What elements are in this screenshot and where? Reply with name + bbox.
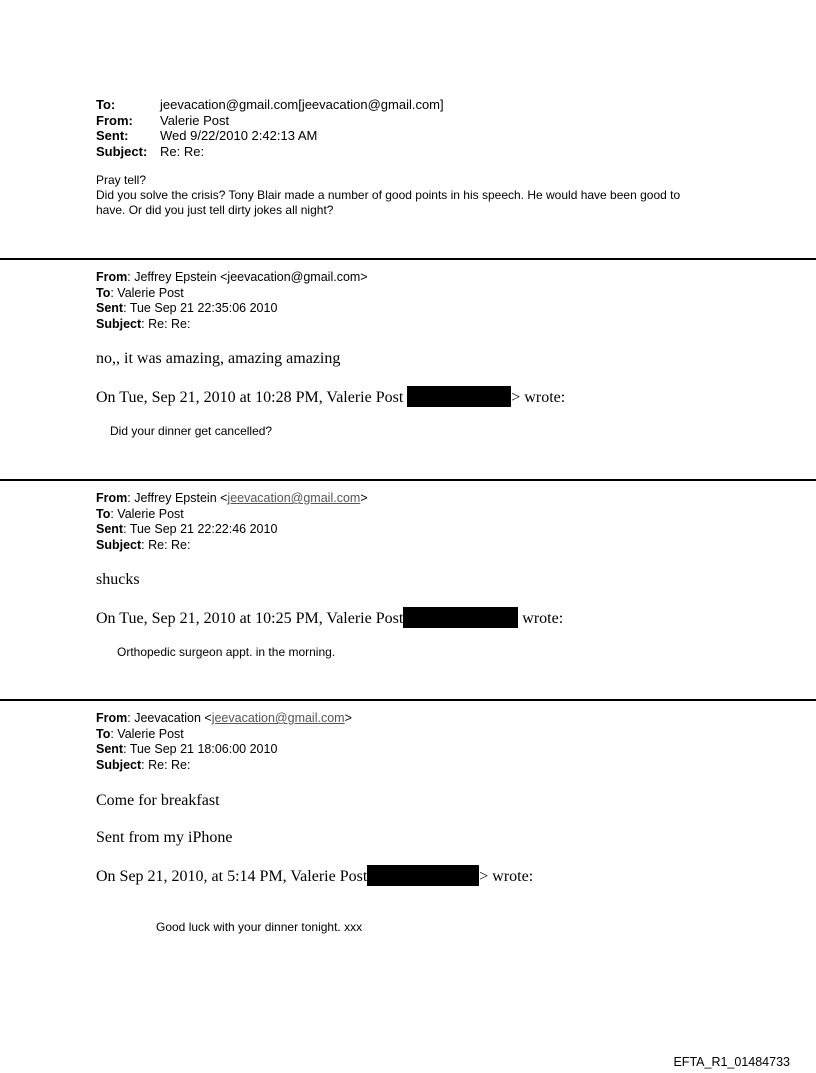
subject-label: Subject — [96, 537, 142, 552]
email4-quote-line — [96, 865, 533, 886]
to-label: To — [96, 726, 111, 741]
sent-value: : Tue Sep 21 18:06:00 2010 — [123, 742, 278, 756]
from-suffix: > — [344, 711, 352, 725]
email-link[interactable]: jeevacation@gmail.com — [227, 491, 361, 505]
sent-value: : Tue Sep 21 22:35:06 2010 — [123, 301, 278, 315]
email1-body-line: have. Or did you just tell dirty jokes all night? — [96, 203, 334, 217]
subject-label: Subject — [96, 757, 142, 772]
subject-value: : Re: Re: — [141, 757, 191, 772]
subject-label: Subject: — [96, 143, 148, 159]
email3-header — [96, 491, 368, 553]
email1-body-line: Did you solve the crisis? Tony Blair made a number of good points in his speech. He would have been good to — [96, 188, 681, 202]
email4-quoted-text: Good luck with your dinner tonight. xxx — [156, 920, 363, 934]
to-value: : Valerie Post — [110, 285, 184, 300]
sent-label: Sent — [96, 301, 124, 315]
email3-subject-row — [96, 538, 368, 554]
quote-suffix: > wrote: — [511, 389, 566, 406]
email3-quoted-text: Orthopedic surgeon appt. in the morning. — [117, 645, 336, 659]
email1-sent-row — [96, 128, 444, 144]
email1-subject-row — [96, 144, 444, 160]
to-value: : Valerie Post — [110, 506, 184, 521]
quote-prefix: On Tue, Sep 21, 2010 at 10:25 PM, Valerie Post — [96, 610, 404, 627]
email1-header — [96, 97, 444, 159]
from-label: From — [96, 491, 128, 505]
subject-value: Re: Re: — [160, 143, 205, 159]
subject-label: Subject — [96, 316, 142, 331]
from-suffix: > — [360, 491, 368, 505]
email4-subject-row — [96, 758, 352, 774]
redaction-block — [367, 865, 479, 886]
from-label: From — [96, 270, 128, 284]
sent-label: Sent — [96, 742, 124, 756]
email1-from-row — [96, 113, 444, 129]
email1-body — [96, 173, 680, 218]
quote-suffix: > wrote: — [479, 868, 534, 885]
to-value: jeevacation@gmail.com[jeevacation@gmail.com] — [160, 97, 444, 112]
quote-suffix: wrote: — [522, 610, 564, 627]
email4-to-row — [96, 727, 352, 743]
sent-label: Sent — [96, 522, 124, 536]
redaction-block — [407, 386, 511, 407]
email3-from-row — [96, 491, 368, 507]
to-label: To — [96, 506, 111, 521]
quote-prefix: On Sep 21, 2010, at 5:14 PM, Valerie Post — [96, 868, 368, 885]
quote-prefix: On Tue, Sep 21, 2010 at 10:28 PM, Valerie Post — [96, 389, 404, 406]
email1-body-line: Pray tell? — [96, 173, 147, 187]
email3-sent-row — [96, 522, 368, 538]
email3-quote-line — [96, 607, 563, 628]
from-value: Valerie Post — [160, 112, 230, 128]
email4-signature: Sent from my iPhone — [96, 829, 233, 846]
subject-value: : Re: Re: — [141, 537, 191, 552]
email4-sent-row — [96, 742, 352, 758]
email2-subject-row — [96, 317, 368, 333]
from-label: From: — [96, 112, 133, 128]
email2-to-row — [96, 286, 368, 302]
divider — [0, 479, 816, 481]
to-label: To: — [96, 97, 116, 112]
sent-value: Wed 9/22/2010 2:42:13 AM — [160, 128, 318, 143]
email3-body: shucks — [96, 571, 140, 588]
email-link[interactable]: jeevacation@gmail.com — [211, 711, 345, 725]
email4-from-row — [96, 711, 352, 727]
redaction-block — [403, 607, 518, 628]
email2-quote-line — [96, 386, 565, 407]
divider — [0, 258, 816, 260]
sent-value: : Tue Sep 21 22:22:46 2010 — [123, 522, 278, 536]
email3-to-row — [96, 507, 368, 523]
email2-from-row — [96, 270, 368, 286]
divider — [0, 699, 816, 701]
from-prefix: : Jeevacation < — [127, 711, 212, 725]
email2-body: no,, it was amazing, amazing amazing — [96, 350, 341, 367]
email2-sent-row — [96, 301, 368, 317]
email2-header — [96, 270, 368, 332]
email1-to-row — [96, 97, 444, 113]
email4-header — [96, 711, 352, 773]
email2-quoted-text: Did your dinner get cancelled? — [110, 424, 273, 438]
from-prefix: : Jeffrey Epstein < — [127, 491, 228, 505]
email4-body: Come for breakfast — [96, 792, 220, 809]
from-value: : Jeffrey Epstein <jeevacation@gmail.com> — [127, 270, 368, 284]
to-label: To — [96, 285, 111, 300]
sent-label: Sent: — [96, 128, 129, 143]
to-value: : Valerie Post — [110, 726, 184, 741]
from-label: From — [96, 711, 128, 725]
subject-value: : Re: Re: — [141, 316, 191, 331]
document-id: EFTA_R1_01484733 — [673, 1055, 790, 1069]
